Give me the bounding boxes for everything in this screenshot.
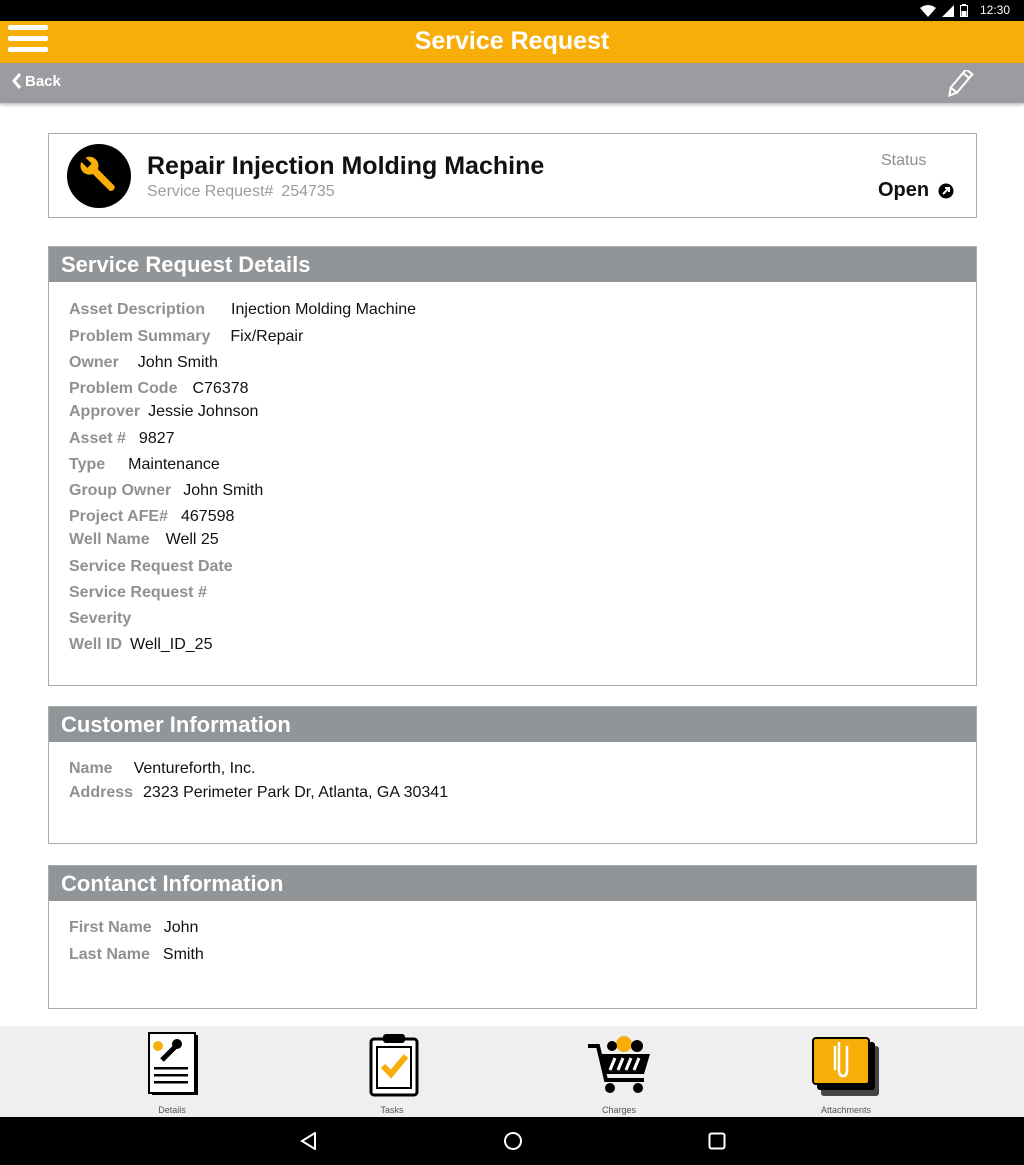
detail-row bbox=[69, 636, 212, 654]
detail-row bbox=[69, 482, 263, 500]
field-label: Owner bbox=[69, 354, 119, 371]
field-label: Type bbox=[69, 456, 106, 473]
field-value: John Smith bbox=[137, 354, 218, 371]
details-document-icon bbox=[144, 1032, 200, 1098]
field-value: John bbox=[163, 919, 199, 936]
contact-heading: Contanct Information bbox=[49, 866, 976, 901]
field-value: 2323 Perimeter Park Dr, Atlanta, GA 30341 bbox=[143, 784, 449, 801]
field-value: Jessie Johnson bbox=[148, 403, 259, 420]
field-label: Asset Description bbox=[69, 301, 206, 318]
detail-row bbox=[69, 508, 234, 526]
request-summary-card bbox=[48, 133, 977, 218]
field-value: Injection Molding Machine bbox=[231, 301, 417, 318]
nav-attachments[interactable] bbox=[786, 1032, 906, 1115]
field-label: Problem Summary bbox=[69, 328, 211, 345]
arrow-circle-icon bbox=[938, 183, 954, 199]
customer-heading: Customer Information bbox=[49, 707, 976, 742]
detail-row bbox=[69, 584, 217, 602]
system-nav-bar bbox=[0, 1117, 1024, 1165]
customer-section bbox=[48, 706, 977, 844]
field-value: Maintenance bbox=[128, 456, 220, 473]
field-value: Well_ID_25 bbox=[130, 636, 213, 653]
clock: 12:30 bbox=[979, 3, 1010, 17]
battery-icon bbox=[960, 4, 968, 17]
field-label: First Name bbox=[69, 919, 152, 936]
nav-details[interactable] bbox=[112, 1032, 232, 1115]
field-label: Group Owner bbox=[69, 482, 172, 499]
detail-row bbox=[69, 301, 416, 319]
detail-row bbox=[69, 610, 141, 628]
status-value: Open bbox=[878, 179, 930, 201]
detail-row bbox=[69, 531, 219, 549]
field-value: Ventureforth, Inc. bbox=[133, 760, 256, 777]
customer-row bbox=[69, 784, 448, 802]
detail-row bbox=[69, 380, 249, 398]
field-value: Fix/Repair bbox=[230, 328, 304, 345]
back-button[interactable] bbox=[12, 72, 61, 90]
field-value: John Smith bbox=[183, 482, 264, 499]
bottom-nav bbox=[0, 1026, 1024, 1117]
nav-label: Details bbox=[158, 1105, 186, 1115]
nav-label: Charges bbox=[601, 1105, 637, 1115]
field-label: Service Request # bbox=[69, 584, 207, 601]
request-number-label: Service Request# bbox=[147, 183, 274, 200]
home-circle-icon[interactable] bbox=[503, 1131, 523, 1151]
detail-row bbox=[69, 354, 218, 372]
wifi-icon bbox=[920, 5, 936, 17]
request-number bbox=[147, 183, 335, 201]
field-label: Asset # bbox=[69, 430, 126, 447]
paperclip-folder-icon bbox=[811, 1032, 881, 1098]
field-label: Well ID bbox=[69, 636, 123, 653]
clipboard-check-icon bbox=[364, 1032, 420, 1098]
field-label: Last Name bbox=[69, 946, 150, 963]
field-label: Severity bbox=[69, 610, 132, 627]
field-label: Well Name bbox=[69, 531, 150, 548]
status-label: Status bbox=[881, 152, 927, 169]
detail-row bbox=[69, 456, 220, 474]
field-value: 467598 bbox=[181, 508, 235, 525]
field-label: Service Request Date bbox=[69, 558, 233, 575]
cart-gears-icon bbox=[584, 1032, 654, 1098]
recents-square-icon[interactable] bbox=[708, 1132, 726, 1150]
status-selector[interactable] bbox=[878, 179, 954, 202]
nav-label: Tasks bbox=[380, 1105, 404, 1115]
chevron-left-icon bbox=[12, 72, 22, 90]
field-value: C76378 bbox=[192, 380, 249, 397]
edit-pencil-icon[interactable] bbox=[944, 70, 974, 98]
status-bar bbox=[0, 0, 1024, 21]
nav-tasks[interactable] bbox=[332, 1032, 452, 1115]
wrench-icon bbox=[67, 144, 131, 208]
field-label: Name bbox=[69, 760, 113, 777]
back-label: Back bbox=[25, 72, 61, 90]
system-icons bbox=[920, 4, 968, 17]
page-title: Service Request bbox=[414, 27, 610, 55]
details-heading: Service Request Details bbox=[49, 247, 976, 282]
contact-section bbox=[48, 865, 977, 1009]
app-bar bbox=[0, 21, 1024, 63]
contact-row bbox=[69, 946, 204, 964]
customer-row bbox=[69, 760, 255, 778]
field-value: 9827 bbox=[138, 430, 175, 447]
field-label: Problem Code bbox=[69, 380, 178, 397]
field-value: Well 25 bbox=[165, 531, 219, 548]
detail-row bbox=[69, 403, 258, 421]
request-number-value: 254735 bbox=[281, 183, 335, 200]
nav-label: Attachments bbox=[820, 1105, 872, 1115]
field-value: Smith bbox=[162, 946, 204, 963]
nav-charges[interactable] bbox=[559, 1032, 679, 1115]
contact-row bbox=[69, 919, 198, 937]
back-triangle-icon[interactable] bbox=[300, 1132, 318, 1150]
detail-row bbox=[69, 558, 243, 576]
field-label: Project AFE# bbox=[69, 508, 168, 525]
field-label: Approver bbox=[69, 403, 141, 420]
details-section bbox=[48, 246, 977, 686]
detail-row bbox=[69, 328, 303, 346]
signal-icon bbox=[942, 5, 954, 17]
field-label: Address bbox=[69, 784, 134, 801]
detail-row bbox=[69, 430, 175, 448]
sub-toolbar bbox=[0, 63, 1024, 103]
request-title: Repair Injection Molding Machine bbox=[147, 152, 545, 180]
